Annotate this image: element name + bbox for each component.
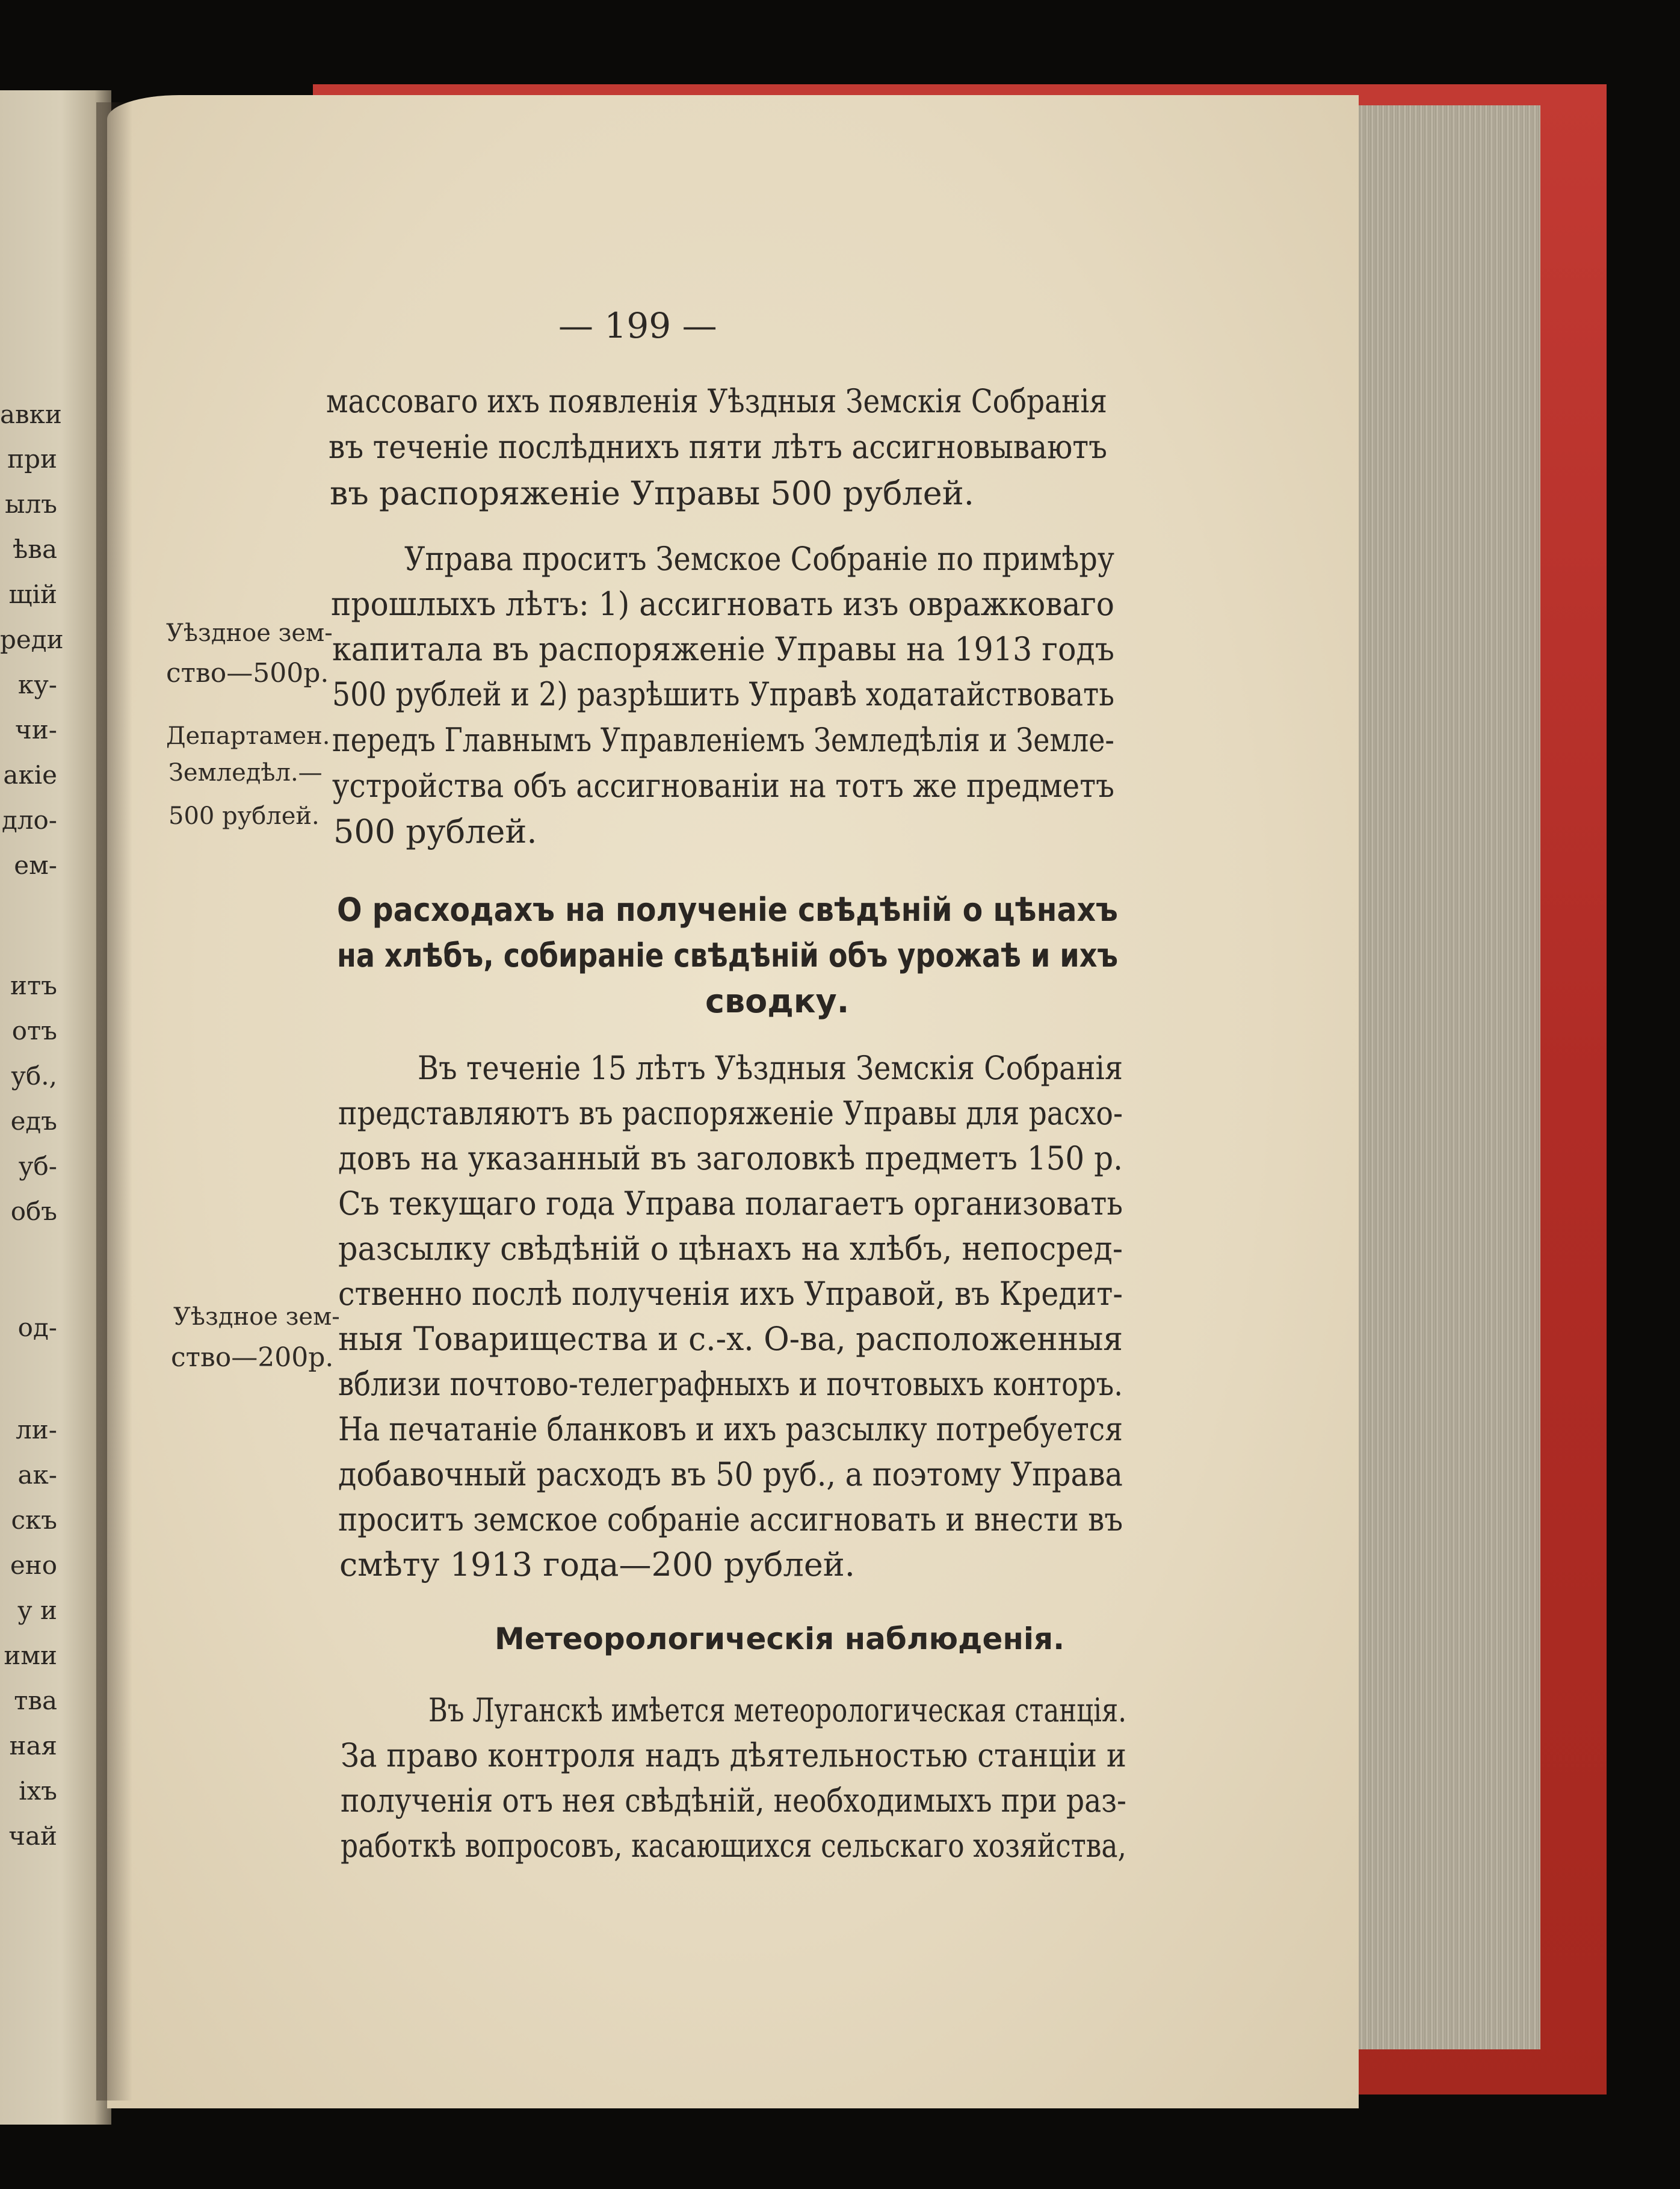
- paragraph-2-line-3: капитала въ распоряженіе Управы на 1913 годъ: [332, 630, 1114, 668]
- margin-note-1-line-5: 500 рублей.: [168, 802, 320, 830]
- page-edges: [1342, 105, 1540, 2049]
- paragraph-3-line-7: ныя Товарищества и с.-х. О-ва, расположенныя: [338, 1320, 1123, 1358]
- paragraph-4-line-1: Въ Луганскѣ имѣется метеорологическая станція.: [428, 1691, 1127, 1729]
- paragraph-2-line-4: 500 рублей и 2) разрѣшить Управѣ ходатайствовать: [332, 675, 1114, 713]
- paragraph-2-line-2: прошлыхъ лѣтъ: 1) ассигновать изъ овражковаго: [331, 585, 1114, 623]
- previous-page-fragment: ак-: [17, 1460, 57, 1490]
- previous-page: [0, 90, 111, 2125]
- gutter-shadow: [96, 102, 132, 2101]
- previous-page-fragment: ѣва: [12, 534, 57, 564]
- heading-2: Метеорологическія наблюденія.: [495, 1621, 1065, 1656]
- margin-note-1-line-3: Департамен.: [166, 722, 330, 750]
- paragraph-2-line-6: устройства объ ассигнованіи на тотъ же предметъ: [332, 767, 1114, 805]
- previous-page-fragment: ено: [10, 1550, 57, 1580]
- previous-page-fragment: едъ: [10, 1106, 57, 1136]
- page-number: — 199 —: [558, 305, 717, 346]
- previous-page-fragment: ими: [4, 1641, 57, 1670]
- previous-page-fragment: акіе: [3, 760, 57, 790]
- previous-page-fragment: у и: [17, 1596, 57, 1625]
- previous-page-fragment: уб.,: [11, 1061, 57, 1091]
- previous-page-fragment: щій: [8, 580, 57, 609]
- previous-page-fragment: ли-: [16, 1415, 57, 1444]
- paragraph-3-line-2: представляютъ въ распоряженіе Управы для расхо-: [338, 1094, 1123, 1132]
- previous-page-fragment: тва: [14, 1686, 57, 1715]
- paragraph-4-line-4: работкѣ вопросовъ, касающихся сельскаго хозяйства,: [341, 1827, 1127, 1865]
- margin-note-2-line-1: Уѣздное зем-: [173, 1303, 340, 1331]
- margin-note-2-line-2: ство—200р.: [171, 1342, 334, 1373]
- previous-page-fragment: скъ: [11, 1505, 57, 1535]
- heading-1-line-3: сводку.: [705, 982, 850, 1020]
- previous-page-fragment: авки: [0, 400, 62, 429]
- margin-note-1-line-1: Уѣздное зем-: [166, 619, 333, 647]
- paragraph-3-line-1: Въ теченіе 15 лѣтъ Уѣздныя Земскія Собранія: [418, 1049, 1123, 1087]
- heading-1-line-1: О расходахъ на полученіе свѣдѣній о цѣнахъ: [337, 891, 1118, 929]
- previous-page-fragment: ылъ: [5, 489, 57, 519]
- previous-page-fragment: объ: [10, 1197, 57, 1226]
- margin-note-1-line-2: ство—500р.: [166, 658, 329, 689]
- paragraph-3-line-6: ственно послѣ полученія ихъ Управой, въ Кредит-: [338, 1275, 1123, 1313]
- paragraph-3-line-10: добавочный расходъ въ 50 руб., а поэтому Управа: [338, 1455, 1123, 1493]
- previous-page-fragment: ем-: [14, 850, 57, 880]
- previous-page-fragment: іхъ: [19, 1776, 57, 1806]
- paragraph-2-line-7: 500 рублей.: [333, 813, 537, 850]
- paragraph-1-line-2: въ теченіе послѣднихъ пяти лѣтъ ассигновываютъ: [329, 428, 1107, 466]
- previous-page-fragment: реди: [0, 625, 64, 654]
- heading-1-line-2: на хлѣбъ, собираніе свѣдѣній объ урожаѣ и ихъ: [337, 937, 1119, 974]
- paragraph-3-line-4: Съ текущаго года Управа полагаетъ организовать: [338, 1184, 1123, 1222]
- previous-page-fragment: при: [7, 444, 57, 474]
- paragraph-4-line-2: За право контроля надъ дѣятельностью станціи и: [341, 1736, 1126, 1774]
- previous-page-fragment: чай: [8, 1821, 57, 1851]
- previous-page-fragment: чи-: [15, 715, 57, 745]
- paragraph-1-line-3: въ распоряженіе Управы 500 рублей.: [330, 474, 974, 512]
- paragraph-2-line-1: Управа проситъ Земское Собраніе по примѣру: [404, 540, 1114, 578]
- paragraph-3-line-3: довъ на указанный въ заголовкѣ предметъ 150 р.: [338, 1139, 1123, 1177]
- paragraph-2-line-5: передъ Главнымъ Управленіемъ Земледѣлія и Земле-: [332, 721, 1114, 759]
- paragraph-4-line-3: полученія отъ нея свѣдѣній, необходимыхъ при раз-: [341, 1782, 1126, 1819]
- previous-page-fragment: од-: [17, 1313, 57, 1342]
- paragraph-3-line-12: смѣту 1913 года—200 рублей.: [339, 1546, 855, 1584]
- paragraph-3-line-11: проситъ земское собраніе ассигновать и внести въ: [338, 1500, 1123, 1538]
- paragraph-3-line-9: На печатаніе бланковъ и ихъ разсылку потребуется: [338, 1410, 1123, 1448]
- previous-page-fragment: ку-: [17, 670, 57, 699]
- paragraph-3-line-5: разсылку свѣдѣній о цѣнахъ на хлѣбъ, непосред-: [338, 1230, 1123, 1268]
- previous-page-fragment: уб-: [18, 1151, 57, 1181]
- previous-page-fragment: отъ: [11, 1016, 57, 1045]
- paragraph-3-line-8: вблизи почтово-телеграфныхъ и почтовыхъ конторъ.: [338, 1365, 1123, 1403]
- previous-page-fragment: ная: [9, 1731, 57, 1760]
- margin-note-1-line-4: Земледѣл.—: [168, 759, 323, 787]
- paragraph-1-line-1: массоваго ихъ появленія Уѣздныя Земскія Собранія: [326, 382, 1107, 420]
- previous-page-fragment: итъ: [10, 971, 57, 1000]
- previous-page-fragment: дло-: [1, 805, 57, 835]
